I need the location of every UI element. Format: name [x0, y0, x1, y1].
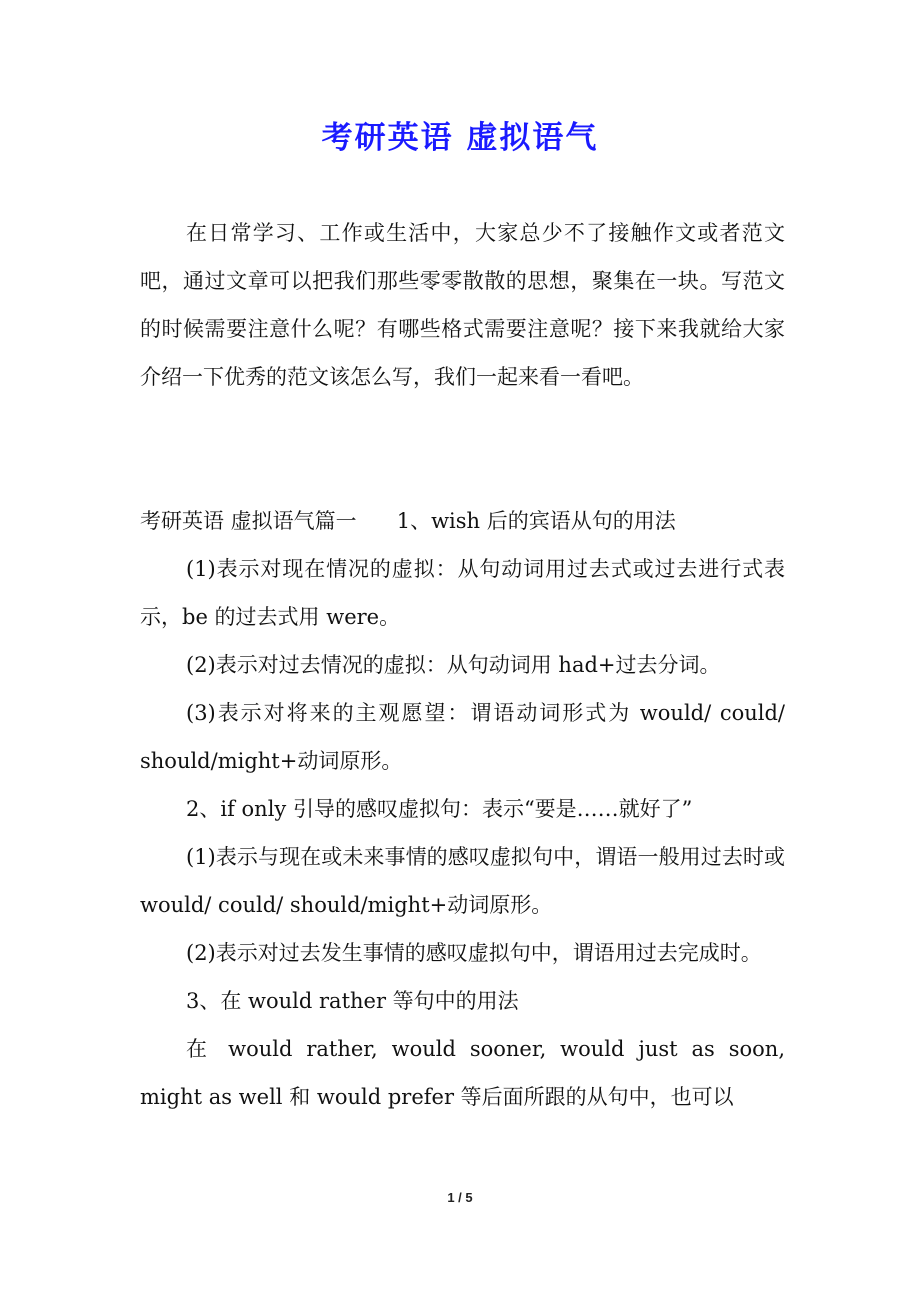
section-heading: 考研英语 虚拟语气篇一 1、wish 后的宾语从句的用法: [140, 509, 676, 533]
paragraph: (1)表示与现在或未来事情的感叹虚拟句中，谓语一般用过去时或 would/ could/ should/might+动词原形。: [140, 845, 785, 917]
paragraph: 3、在 would rather 等句中的用法: [186, 989, 519, 1013]
paragraph: (2)表示对过去情况的虚拟：从句动词用 had+过去分词。: [186, 653, 721, 677]
paragraph: (2)表示对过去发生事情的感叹虚拟句中，谓语用过去完成时。: [186, 941, 762, 965]
paragraph: (3)表示对将来的主观愿望：谓语动词形式为 would/ could/ should/might+动词原形。: [140, 701, 785, 773]
intro-section: [140, 209, 785, 401]
page-title: 考研英语 虚拟语气: [321, 120, 599, 156]
paragraph: 2、if only 引导的感叹虚拟句：表示“要是……就好了”: [186, 797, 693, 821]
paragraph: 在 would rather, would sooner, would just as soon, might as well 和 would prefer 等后面所跟的从句中，也可以: [140, 1037, 785, 1109]
main-section: [140, 497, 785, 1121]
paragraph: (1)表示对现在情况的虚拟：从句动词用过去式或过去进行式表示，be 的过去式用 were。: [140, 557, 785, 629]
intro-paragraph: 在日常学习、工作或生活中，大家总少不了接触作文或者范文吧，通过文章可以把我们那些零零散散的思想，聚集在一块。写范文的时候需要注意什么呢？有哪些格式需要注意呢？接下来我就给大家介绍一下优秀的范文该怎么写，我们一起来看一看吧。: [140, 221, 785, 389]
page-number: 1 / 5: [447, 1190, 473, 1205]
